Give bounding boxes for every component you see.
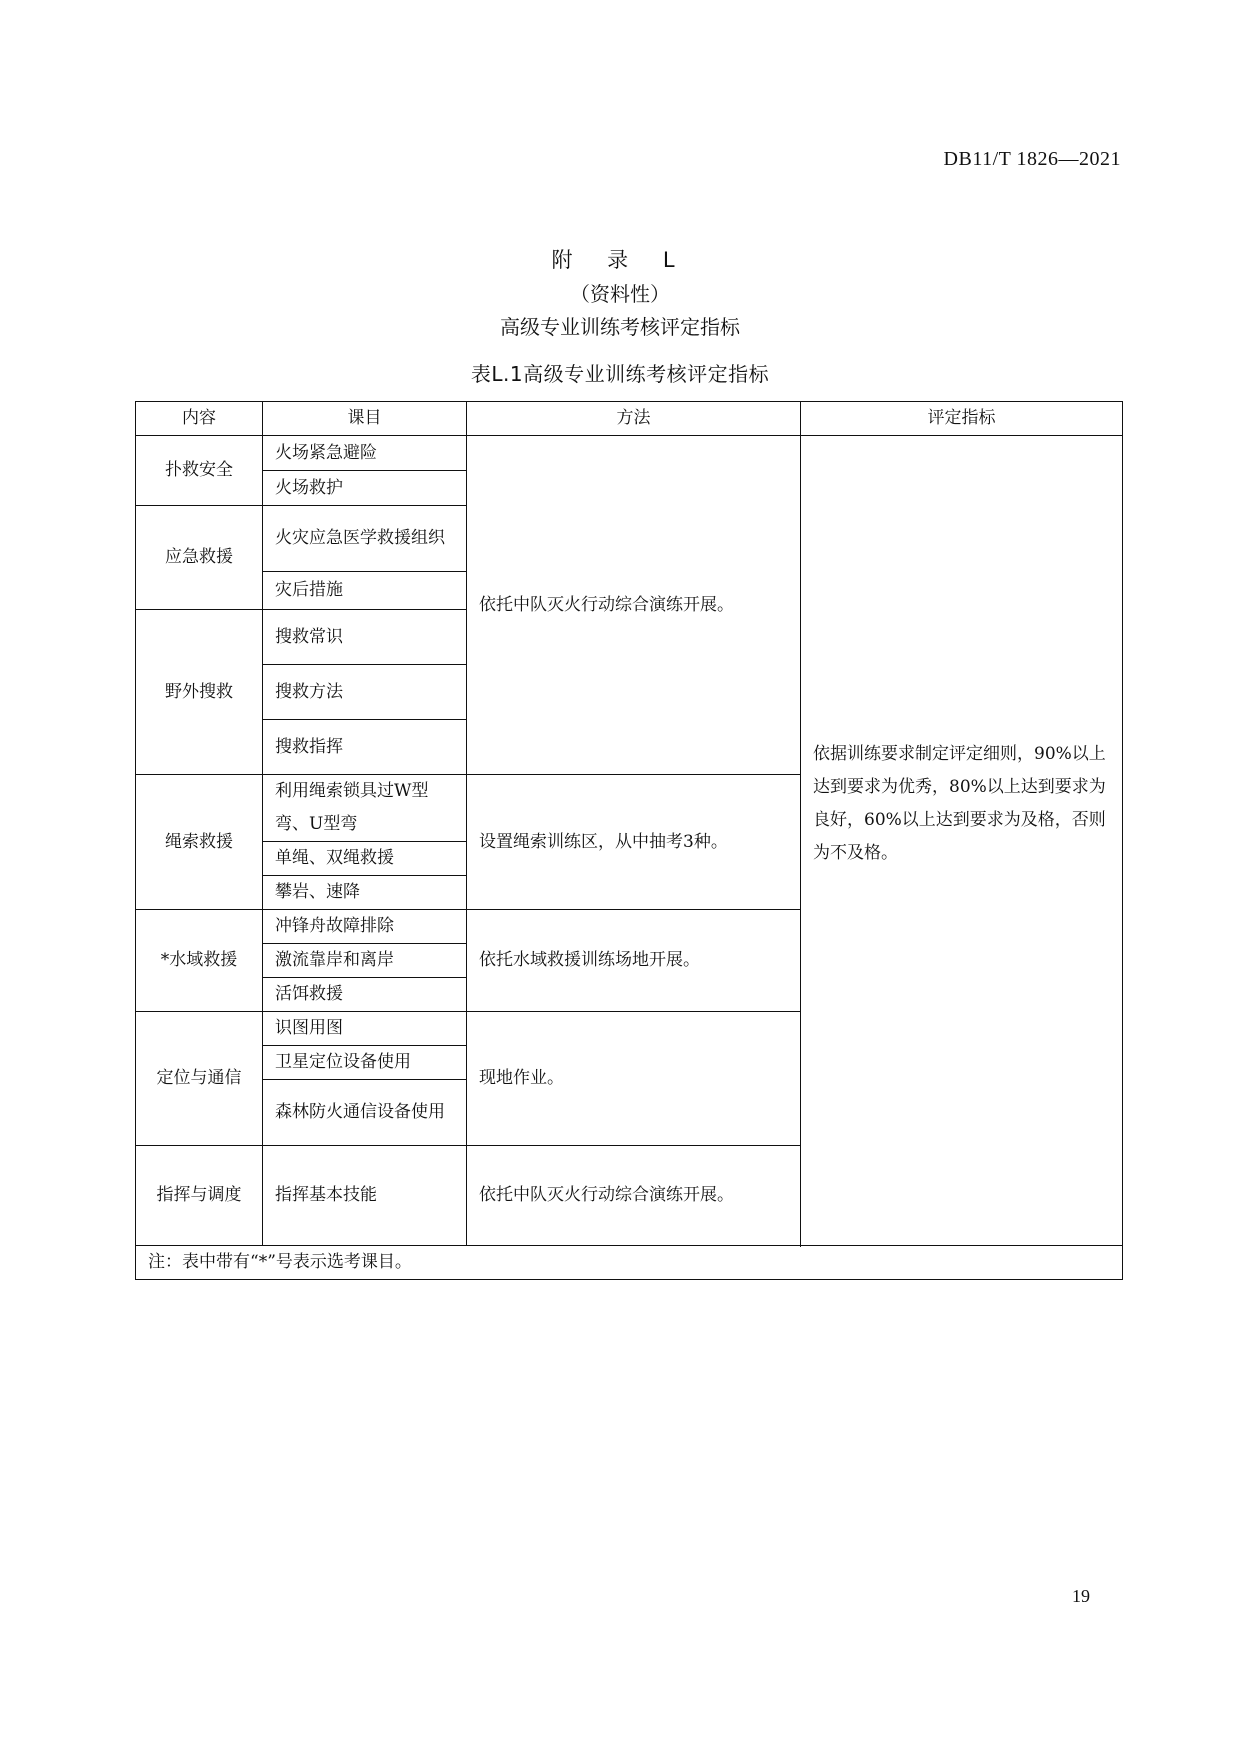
appendix-subject: 高级专业训练考核评定指标: [500, 315, 740, 339]
method-cell: 现地作业。: [467, 1012, 801, 1146]
appendix-nature: （资料性）: [570, 282, 670, 306]
content-cell: 绳索救援: [136, 775, 263, 910]
table-note-row: [136, 1246, 1123, 1280]
method-cell: 依托水域救援训练场地开展。: [467, 910, 801, 1012]
subject-cell: 搜救指挥: [263, 720, 467, 775]
subject-cell: 指挥基本技能: [263, 1146, 467, 1246]
criteria-text: 依据训练要求制定评定细则，90%以上达到要求为优秀，80%以上达到要求为良好，60%以上达到要求为及格，否则为不及格。: [813, 744, 1106, 863]
table-row: [136, 436, 1123, 471]
subject-cell: 单绳、双绳救援: [263, 842, 467, 876]
content-cell: 应急救援: [136, 506, 263, 610]
subject-cell: 卫星定位设备使用: [263, 1046, 467, 1080]
subject-cell: 火灾应急医学救援组织: [263, 506, 467, 572]
column-header-method: 方法: [467, 402, 801, 436]
subject-cell: 灾后措施: [263, 572, 467, 610]
content-cell: 指挥与调度: [136, 1146, 263, 1246]
subject-cell: 火场救护: [263, 471, 467, 506]
content-cell: *水域救援: [136, 910, 263, 1012]
subject-cell: 攀岩、速降: [263, 876, 467, 910]
column-header-content: 内容: [136, 402, 263, 436]
subject-cell: 火场紧急避险: [263, 436, 467, 471]
method-cell: 设置绳索训练区，从中抽考3种。: [467, 775, 801, 910]
method-cell: 依托中队灭火行动综合演练开展。: [467, 1146, 801, 1246]
appendix-title: 附 录 L: [551, 248, 689, 272]
content-cell: 扑救安全: [136, 436, 263, 506]
table-note: 注：表中带有“*”号表示选考课目。: [136, 1246, 1123, 1280]
subject-cell: 活饵救援: [263, 978, 467, 1012]
content-cell: 野外搜救: [136, 610, 263, 775]
table-caption: 表L.1高级专业训练考核评定指标: [470, 362, 770, 386]
page-number: 19: [1072, 1586, 1090, 1606]
assessment-table: [135, 401, 1123, 1280]
column-header-criteria: 评定指标: [801, 402, 1123, 436]
subject-cell: 识图用图: [263, 1012, 467, 1046]
criteria-cell: [801, 436, 1123, 1246]
subject-cell: 搜救方法: [263, 665, 467, 720]
method-cell: 依托中队灭火行动综合演练开展。: [467, 436, 801, 775]
subject-cell: 森林防火通信设备使用: [263, 1080, 467, 1146]
subject-cell: 冲锋舟故障排除: [263, 910, 467, 944]
subject-cell: 搜救常识: [263, 610, 467, 665]
column-header-subject: 课目: [263, 402, 467, 436]
content-cell: 定位与通信: [136, 1012, 263, 1146]
standard-code: DB11/T 1826—2021: [943, 148, 1121, 170]
table-header-row: [136, 402, 1123, 436]
subject-cell: 激流靠岸和离岸: [263, 944, 467, 978]
subject-cell: 利用绳索锁具过W型弯、U型弯: [263, 775, 467, 842]
